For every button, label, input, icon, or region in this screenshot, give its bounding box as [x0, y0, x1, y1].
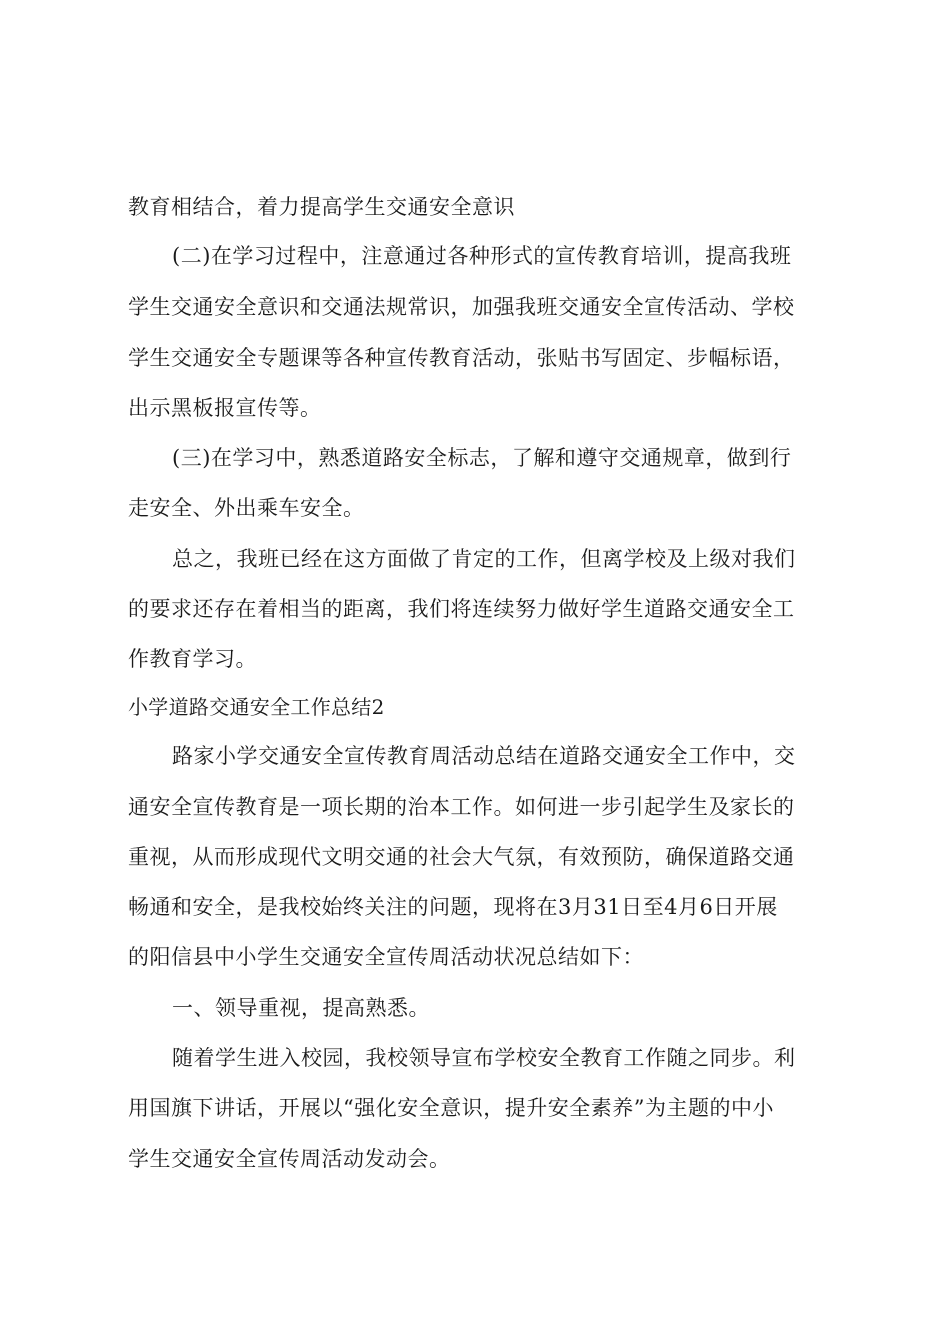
text-line: 畅通和安全，是我校始终关注的问题，现将在3月31日至4月6日开展 [128, 895, 778, 919]
text-line: 的阳信县中小学生交通安全宣传周活动状况总结如下： [128, 945, 644, 969]
section-heading: 小学道路交通安全工作总结2 [128, 695, 385, 719]
text-line: 用国旗下讲话，开展以“强化安全意识，提升安全素养”为主题的中小 [128, 1096, 774, 1120]
text-line: 走安全、外出乘车安全。 [128, 496, 365, 520]
text-line: 通安全宣传教育是一项长期的治本工作。如何进一步引起学生及家长的 [128, 795, 795, 819]
paragraph-start-line: 随着学生进入校园，我校领导宣布学校安全教育工作随之同步。利 [172, 1046, 796, 1070]
paragraph-start-line: (二)在学习过程中，注意通过各种形式的宣传教育培训，提高我班 [172, 244, 792, 268]
text-line: 出示黑板报宣传等。 [128, 396, 322, 420]
text-line: 学生交通安全意识和交通法规常识，加强我班交通安全宣传活动、学校 [128, 295, 795, 319]
text-line: 学生交通安全宣传周活动发动会。 [128, 1147, 451, 1171]
text-line: 学生交通安全专题课等各种宣传教育活动，张贴书写固定、步幅标语， [128, 346, 795, 370]
text-line: 作教育学习。 [128, 647, 257, 671]
list-heading-line: 一、领导重视，提高熟悉。 [172, 996, 430, 1020]
paragraph-start-line: 总之，我班已经在这方面做了肯定的工作，但离学校及上级对我们 [172, 547, 796, 571]
text-line: 的要求还存在着相当的距离，我们将连续努力做好学生道路交通安全工 [128, 597, 795, 621]
paragraph-start-line: 路家小学交通安全宣传教育周活动总结在道路交通安全工作中，交 [172, 744, 796, 768]
paragraph-start-line: (三)在学习中，熟悉道路安全标志，了解和遵守交通规章，做到行 [172, 446, 792, 470]
text-line: 教育相结合，着力提高学生交通安全意识 [128, 195, 515, 219]
text-line: 重视，从而形成现代文明交通的社会大气氛，有效预防，确保道路交通 [128, 845, 795, 869]
